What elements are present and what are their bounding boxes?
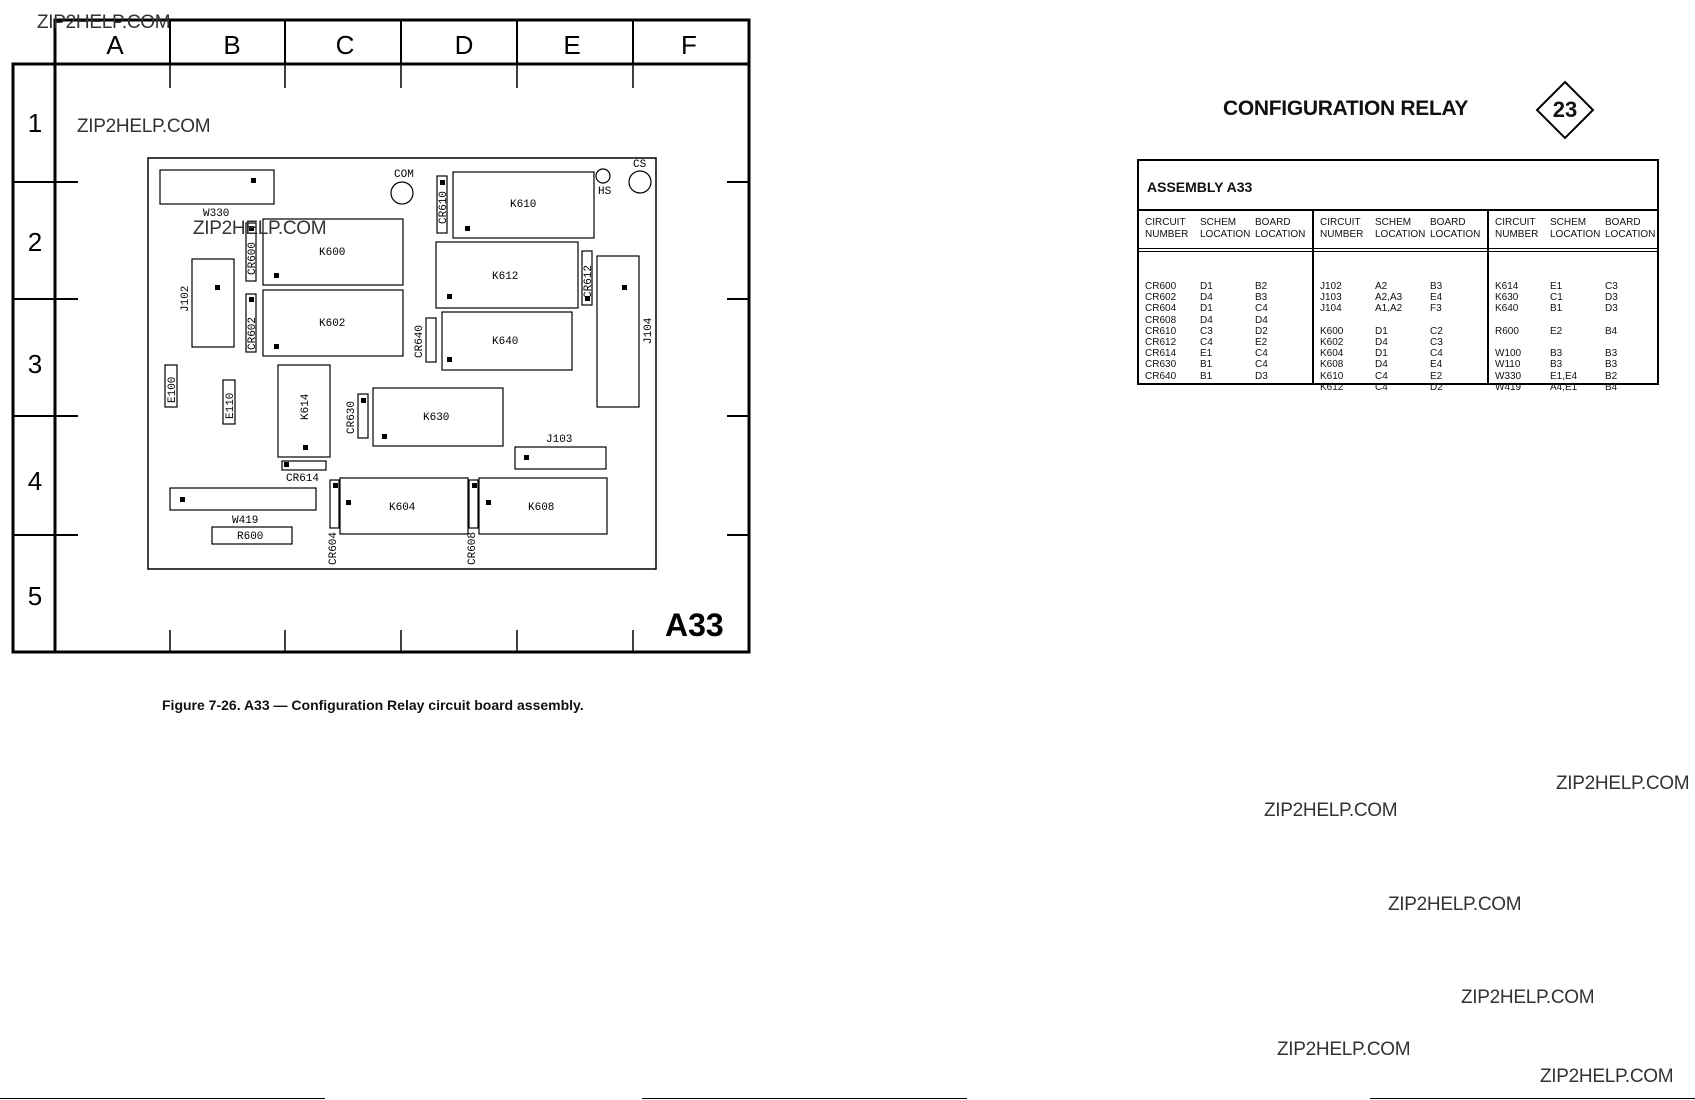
header-schem: SCHEM LOCATION [1375, 217, 1426, 240]
label-w419: W419 [232, 515, 259, 527]
label-j103: J103 [546, 434, 573, 446]
header-schem: SCHEM LOCATION [1550, 217, 1601, 240]
connector-w419 [170, 488, 316, 510]
header-circuit: CIRCUIT NUMBER [1320, 217, 1364, 240]
watermark: ZIP2HELP.COM [1556, 773, 1690, 794]
watermark: ZIP2HELP.COM [1388, 894, 1522, 915]
column-label-c: C [335, 30, 355, 60]
watermark: ZIP2HELP.COM [1264, 800, 1398, 821]
board-column: C3 D3 D3 B4 B3 B3 B2 B4 [1605, 281, 1618, 393]
schem-column: E1 C1 B1 E2 B3 B3 E1,E4 A4,E1 [1550, 281, 1578, 393]
figure-caption: Figure 7-26. A33 — Configuration Relay circuit board assembly. [162, 697, 584, 713]
test-point-cs [629, 171, 651, 193]
header-board: BOARD LOCATION [1430, 217, 1481, 240]
connector-w330 [160, 170, 274, 204]
label-k610: K610 [510, 199, 537, 211]
label-cr614: CR614 [286, 473, 320, 485]
footer-rule-middle [642, 1098, 967, 1099]
watermark: ZIP2HELP.COM [77, 116, 211, 137]
watermark: ZIP2HELP.COM [1277, 1039, 1411, 1060]
label-r600: R600 [237, 531, 264, 543]
watermark: ZIP2HELP.COM [193, 218, 327, 239]
label-j102: J102 [180, 285, 192, 312]
label-cr610: CR610 [438, 190, 450, 224]
configuration-title: CONFIGURATION RELAY [1223, 97, 1469, 120]
label-hs: HS [598, 186, 612, 198]
label-cs: CS [633, 159, 647, 171]
connector-j104 [597, 256, 639, 407]
header-circuit: CIRCUIT NUMBER [1145, 217, 1189, 240]
row-label-5: 5 [27, 581, 43, 611]
watermark: ZIP2HELP.COM [1540, 1066, 1674, 1087]
column-label-d: D [454, 30, 474, 60]
label-k640: K640 [492, 336, 519, 348]
assembly-table [1137, 159, 1659, 393]
label-k612: K612 [492, 271, 519, 283]
label-cr604: CR604 [328, 531, 340, 565]
row-label-1: 1 [27, 108, 43, 138]
row-label-4: 4 [27, 466, 43, 496]
label-k600: K600 [319, 247, 346, 259]
test-point-hs [596, 169, 610, 183]
group-divider-2 [1487, 209, 1489, 385]
assembly-title: ASSEMBLY A33 [1147, 179, 1253, 195]
label-cr600: CR600 [247, 241, 259, 275]
watermark: ZIP2HELP.COM [37, 12, 171, 33]
schem-column: D1 D4 D1 D4 C3 C4 E1 B1 B1 [1200, 281, 1213, 382]
circuit-column: J102 J103 J104 K600 K602 K604 K608 K610 K612 [1320, 281, 1344, 393]
header-circuit: CIRCUIT NUMBER [1495, 217, 1539, 240]
label-k614: K614 [300, 393, 312, 420]
column-label-b: B [223, 30, 241, 60]
label-k608: K608 [528, 502, 555, 514]
header-board: BOARD LOCATION [1605, 217, 1656, 240]
schem-column: A2 A2,A3 A1,A2 D1 D4 D1 D4 C4 C4 [1375, 281, 1403, 393]
board-column: B2 B3 C4 D4 D2 E2 C4 C4 D3 [1255, 281, 1268, 382]
label-cr612: CR612 [583, 264, 595, 298]
label-k604: K604 [389, 502, 416, 514]
label-e100: E100 [167, 376, 179, 403]
footer-rule-right [1370, 1098, 1695, 1099]
label-cr602: CR602 [247, 316, 259, 350]
label-j104: J104 [643, 317, 655, 344]
table-group-2 [1320, 209, 1485, 393]
header-schem: SCHEM LOCATION [1200, 217, 1251, 240]
column-label-f: F [681, 30, 697, 60]
circuit-column: CR600 CR602 CR604 CR608 CR610 CR612 CR614 CR630 CR640 [1145, 281, 1177, 382]
table-group-3 [1495, 209, 1660, 393]
board-column: B3 E4 F3 C2 C3 C4 E4 E2 D2 [1430, 281, 1443, 393]
test-point-com [391, 182, 413, 204]
column-ticks [170, 64, 633, 652]
label-com: COM [394, 169, 414, 181]
label-cr608: CR608 [467, 531, 479, 565]
watermark: ZIP2HELP.COM [1461, 987, 1595, 1008]
assembly-label: A33 [665, 607, 724, 643]
label-k602: K602 [319, 318, 346, 330]
label-e110: E110 [225, 392, 237, 419]
section-number: 23 [1552, 97, 1578, 122]
connector-j102 [192, 259, 234, 347]
label-cr640: CR640 [414, 324, 426, 358]
table-group-1 [1145, 209, 1310, 385]
circuit-board-diagram [0, 0, 760, 680]
group-divider-1 [1312, 209, 1314, 385]
section-badge [1535, 80, 1595, 140]
footer-rule-left [0, 1098, 325, 1099]
diode-cr640 [426, 318, 436, 362]
circuit-column: K614 K630 K640 R600 W100 W110 W330 W419 [1495, 281, 1522, 393]
row-label-3: 3 [27, 349, 43, 379]
column-label-a: A [106, 30, 124, 60]
label-cr630: CR630 [346, 400, 358, 434]
header-board: BOARD LOCATION [1255, 217, 1306, 240]
row-label-2: 2 [27, 227, 43, 257]
label-k630: K630 [423, 412, 450, 424]
column-label-e: E [563, 30, 581, 60]
label-w330: W330 [203, 208, 230, 220]
